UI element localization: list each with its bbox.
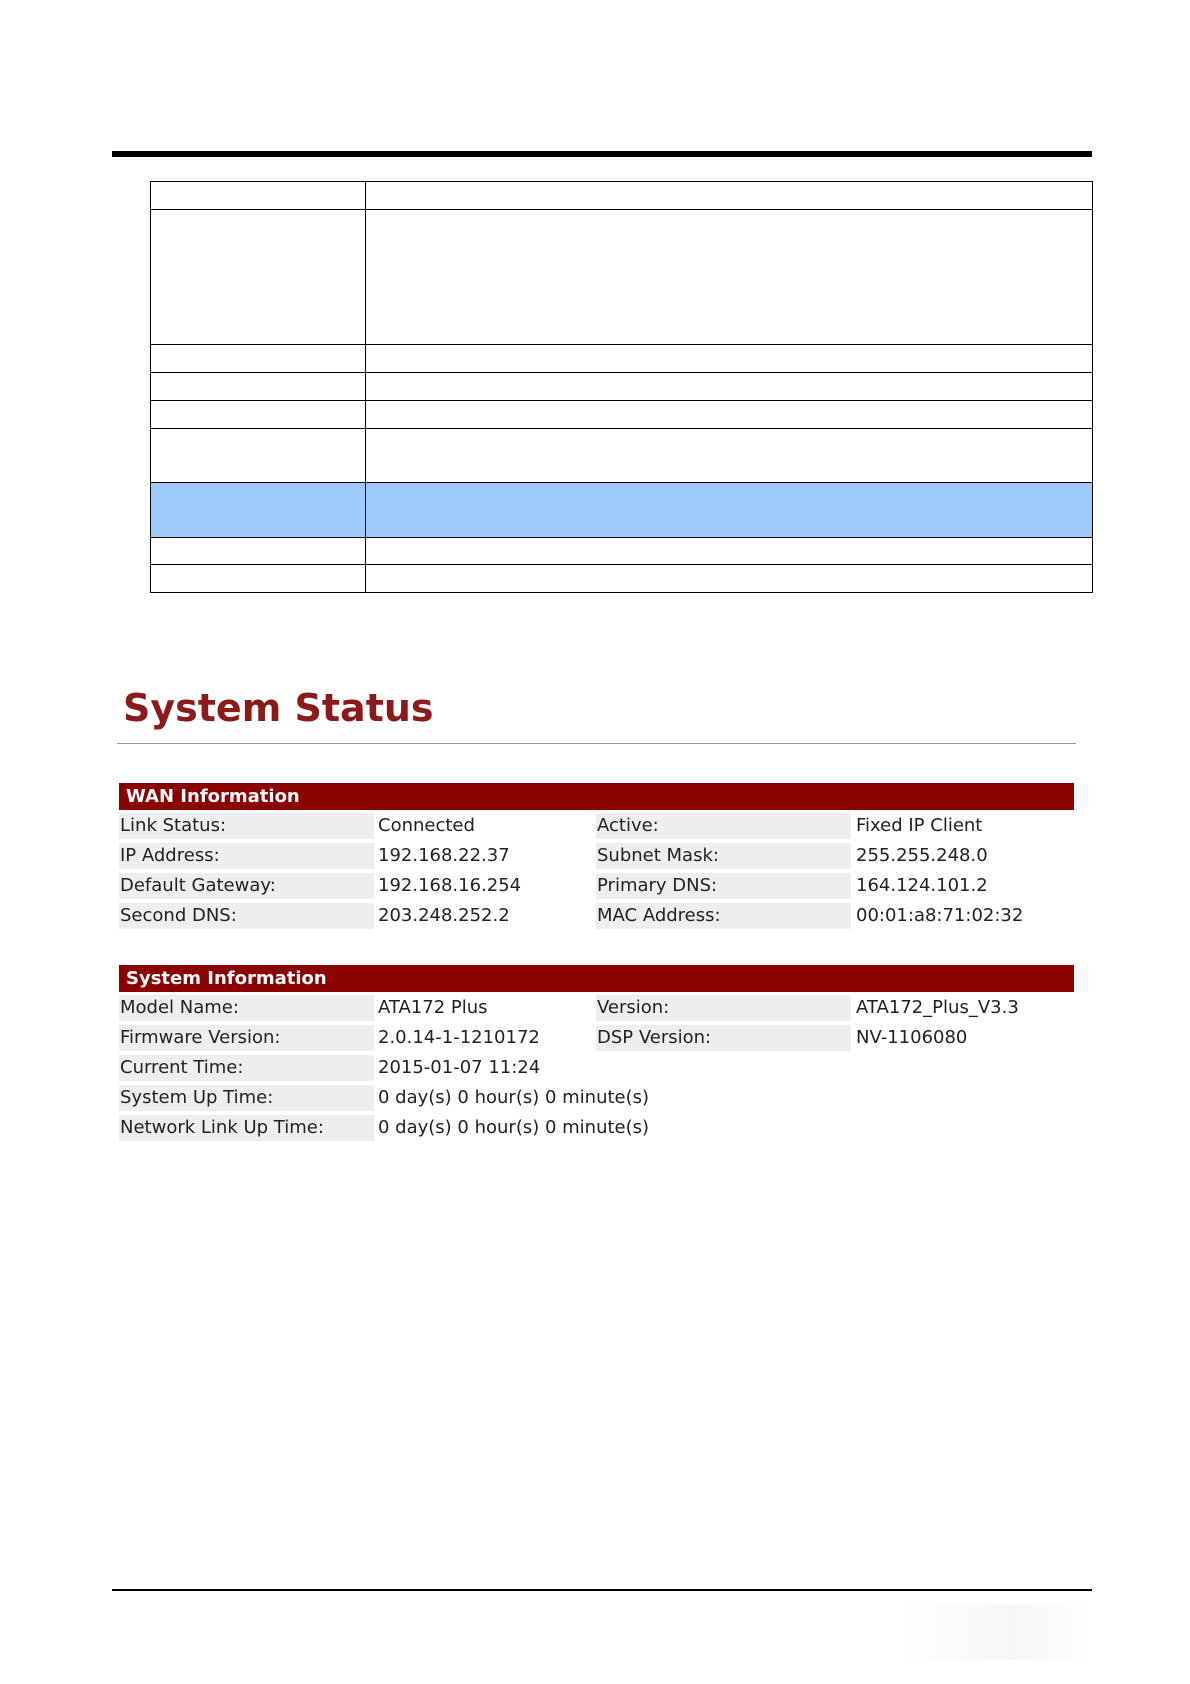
default-gateway-label: Default Gateway: xyxy=(119,873,374,899)
system-row-current-time xyxy=(119,1054,1074,1082)
wan-row-gateway xyxy=(119,872,1074,900)
primary-dns-label: Primary DNS: xyxy=(596,873,851,899)
system-info-header: System Information xyxy=(119,965,1074,992)
subnet-mask-value: 255.255.248.0 xyxy=(856,845,988,866)
ip-address-value: 192.168.22.37 xyxy=(378,845,510,866)
current-time-label: Current Time: xyxy=(119,1055,374,1081)
second-dns-value: 203.248.252.2 xyxy=(378,905,510,926)
bottom-page-rule xyxy=(112,1589,1092,1591)
network-link-up-time-label: Network Link Up Time: xyxy=(119,1115,374,1141)
doc-table-row xyxy=(151,210,1093,345)
doc-table-row xyxy=(151,401,1093,429)
doc-table-row xyxy=(151,429,1093,483)
subnet-mask-label: Subnet Mask: xyxy=(596,843,851,869)
system-up-time-label: System Up Time: xyxy=(119,1085,374,1111)
model-name-label: Model Name: xyxy=(119,995,374,1021)
footer-shade xyxy=(900,1605,1090,1660)
mac-address-label: MAC Address: xyxy=(596,903,851,929)
wan-row-second-dns xyxy=(119,902,1074,930)
doc-table-row xyxy=(151,565,1093,593)
firmware-version-label: Firmware Version: xyxy=(119,1025,374,1051)
ip-address-label: IP Address: xyxy=(119,843,374,869)
firmware-version-value: 2.0.14-1-1210172 xyxy=(378,1027,540,1048)
doc-table-row xyxy=(151,538,1093,565)
network-link-up-time-value: 0 day(s) 0 hour(s) 0 minute(s) xyxy=(378,1117,650,1138)
link-status-value: Connected xyxy=(378,815,475,836)
dsp-version-value: NV-1106080 xyxy=(856,1027,968,1048)
doc-table-row xyxy=(151,373,1093,401)
doc-table-row-highlighted xyxy=(151,483,1093,538)
top-page-rule xyxy=(112,151,1092,157)
default-gateway-value: 192.168.16.254 xyxy=(378,875,522,896)
doc-table-row xyxy=(151,182,1093,210)
doc-table-row xyxy=(151,345,1093,373)
system-up-time-value: 0 day(s) 0 hour(s) 0 minute(s) xyxy=(378,1087,650,1108)
system-row-model xyxy=(119,994,1074,1022)
current-time-value: 2015-01-07 11:24 xyxy=(378,1057,541,1078)
system-row-up-time xyxy=(119,1084,1074,1112)
dsp-version-label: DSP Version: xyxy=(596,1025,851,1051)
wan-info-header: WAN Information xyxy=(119,783,1074,810)
mac-address-value: 00:01:a8:71:02:32 xyxy=(856,905,1024,926)
version-label: Version: xyxy=(596,995,851,1021)
active-value: Fixed IP Client xyxy=(856,815,983,836)
wan-row-link-status xyxy=(119,812,1074,840)
system-row-firmware xyxy=(119,1024,1074,1052)
title-divider xyxy=(117,743,1076,744)
wan-row-ip-address xyxy=(119,842,1074,870)
page-title: System Status xyxy=(123,686,434,730)
active-label: Active: xyxy=(596,813,851,839)
model-name-value: ATA172 Plus xyxy=(378,997,488,1018)
version-value: ATA172_Plus_V3.3 xyxy=(856,997,1019,1018)
system-row-link-up-time xyxy=(119,1114,1074,1142)
primary-dns-value: 164.124.101.2 xyxy=(856,875,988,896)
link-status-label: Link Status: xyxy=(119,813,374,839)
document-table xyxy=(150,181,1093,593)
second-dns-label: Second DNS: xyxy=(119,903,374,929)
